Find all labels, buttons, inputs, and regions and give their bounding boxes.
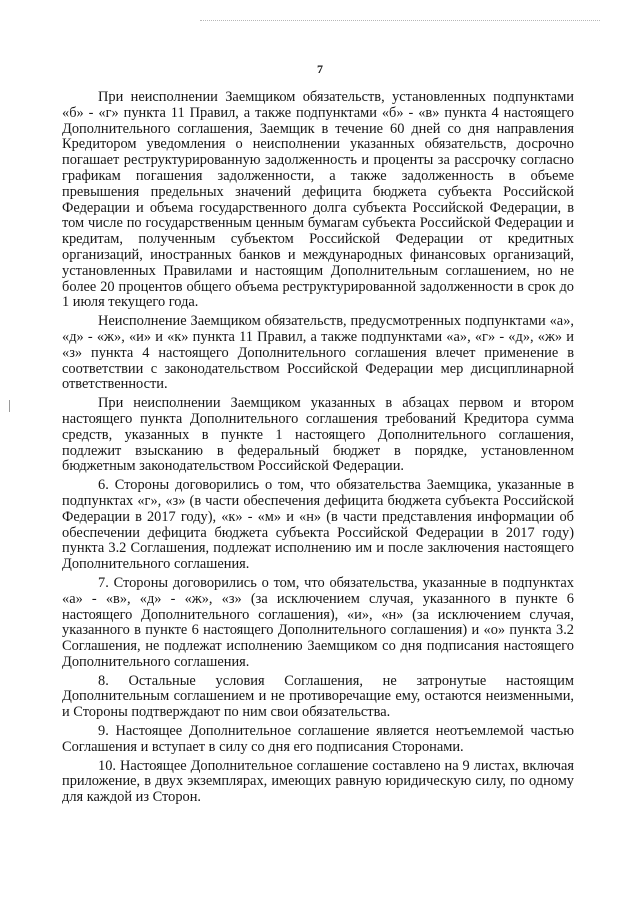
paragraph-nonperformance-repayment: При неисполнении Заемщиком обязательств, установленных подпунктами «б» - «г» пункта 11 Правил, а также подпунктами «б» - «в» пункта 4 настоящего Дополнительного соглашения, Заемщик в течение 60 дней со дня направления Кредитором уведомления о неисполнении указанных обязательств, досрочно погашает реструктурированную задолженность и проценты за рассрочку согласно графикам погашения задолженности, а также задолженность в объеме превышения предельных значений дефицита бюджета субъекта Российской Федерации и объема государственного долга субъекта Российской Федерации, в том числе по государственным ценным бумагам субъекта Российской Федерации и кредитам, полученным субъектом Российской Федерации от кредитных организаций, иностранных банков и международных финансовых организаций, установленных Правилами и настоящим Дополнительным соглашением, но не более 20 процентов общего объема реструктурированной задолженности в срок до 1 июля текущего года. <box>62 89 574 311</box>
paragraph-clause-7: 7. Стороны договорились о том, что обязательства, указанные в подпунктах «а» - «в», «д» - «ж», «з» (за исключением случая, указанного в пункте 6 настоящего Дополнительного соглашения), «и», «н» (за исключением случая, указанного в пункте 6 настоящего Дополнительного соглашения) и «о» пункта 3.2 Соглашения, не подлежат исполнению Заемщиком со дня подписания настоящего Дополнительного соглашения. <box>62 574 574 670</box>
paragraph-disciplinary-liability: Неисполнение Заемщиком обязательств, предусмотренных подпунктами «а», «д» - «ж», «и» и «к» пункта 11 Правил, а также подпунктами «а», «г» - «д», «ж» и «з» пункта 4 настоящего Дополнительного соглашения влечет применение в соответствии с законодательством Российской Федерации мер дисциплинарной ответственности. <box>62 313 574 393</box>
paragraph-clause-6: 6. Стороны договорились о том, что обязательства Заемщика, указанные в подпунктах «г», «з» (в части обеспечения дефицита бюджета субъекта Российской Федерации в 2017 году), «к» - «м» и «н» (в части представления информации об обеспечении дефицита бюджета субъекта Российской Федерации в 2017 году) пункта 3.2 Соглашения, подлежат исполнению им и после заключения настоящего Дополнительного соглашения. <box>62 477 574 573</box>
paragraph-clause-9: 9. Настоящее Дополнительное соглашение является неотъемлемой частью Соглашения и вступает в силу со дня его подписания Сторонами. <box>62 723 574 755</box>
document-body <box>62 90 574 809</box>
scan-artifact-line <box>200 20 600 23</box>
paragraph-recovery-to-budget: При неисполнении Заемщиком указанных в абзацах первом и втором настоящего пункта Дополнительного соглашения требований Кредитора сумма средств, указанных в пункте 1 настоящего Дополнительного соглашения, подлежит взысканию в федеральный бюджет в порядке, установленном бюджетным законодательством Российской Федерации. <box>62 395 574 475</box>
margin-mark <box>9 400 10 412</box>
paragraph-clause-10: 10. Настоящее Дополнительное соглашение составлено на 9 листах, включая приложение, в двух экземплярах, имеющих равную юридическую силу, по одному для каждой из Сторон. <box>62 757 574 806</box>
page-number: 7 <box>317 62 323 76</box>
paragraph-clause-8: 8. Остальные условия Соглашения, не затронутые настоящим Дополнительным соглашением и не противоречащие ему, остаются неизменными, и Стороны подтверждают по ним свои обязательства. <box>62 672 574 721</box>
